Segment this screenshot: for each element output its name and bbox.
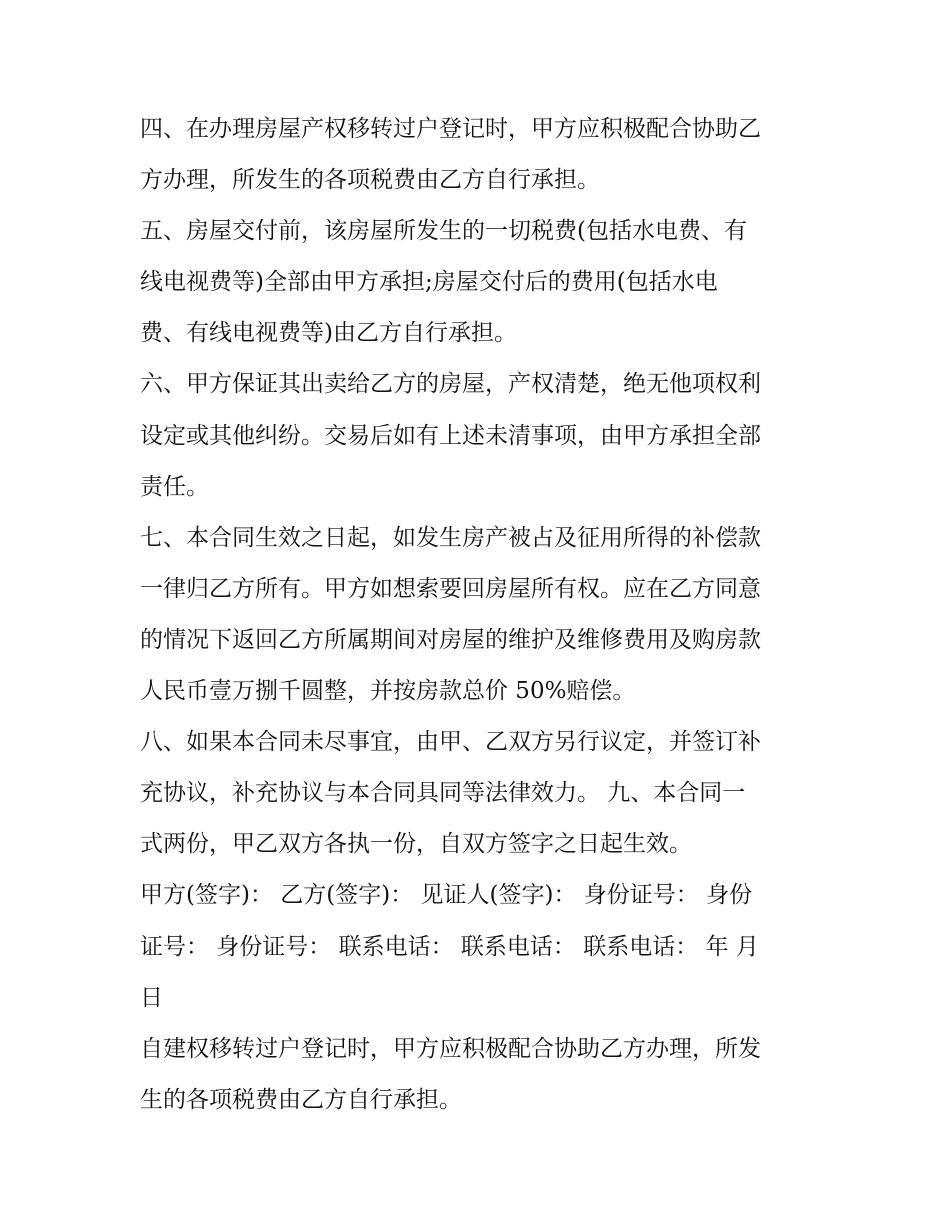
text-line: 充协议，补充协议与本合同具同等法律效力。 九、本合同一: [140, 780, 746, 807]
text-line: 四、在办理房屋产权移转过户登记时，甲方应积极配合协助乙: [140, 116, 761, 142]
text-line: 费、有线电视费等)由乙方自行承担。: [140, 320, 517, 347]
text-line: 人民币壹万捌千圆整，并按房款总价 50%赔偿。: [140, 678, 636, 705]
text-line: 责任。: [140, 473, 209, 500]
text-line: 式两份，甲乙双方各执一份，自双方签字之日起生效。: [140, 831, 692, 858]
text-line: 生的各项税费由乙方自行承担。: [140, 1086, 462, 1113]
text-line: 线电视费等)全部由甲方承担;房屋交付后的费用(包括水电: [140, 269, 718, 296]
text-line: 六、甲方保证其出卖给乙方的房屋，产权清楚，绝无他项权利: [140, 371, 761, 398]
document-body: [140, 104, 815, 1126]
text-line: 八、如果本合同未尽事宜，由甲、乙双方另行议定，并签订补: [140, 729, 761, 756]
text-line: 自建权移转过户登记时，甲方应积极配合协助乙方办理，所发: [140, 1035, 761, 1062]
text-line: 的情况下返回乙方所属期间对房屋的维护及维修费用及购房款: [140, 626, 761, 653]
text-line: 七、本合同生效之日起，如发生房产被占及征用所得的补偿款: [140, 524, 761, 551]
text-line: 五、房屋交付前，该房屋所发生的一切税费(包括水电费、有: [140, 218, 747, 245]
text-line: 日: [140, 984, 163, 1011]
text-line: 一律归乙方所有。甲方如想索要回房屋所有权。应在乙方同意: [140, 575, 761, 602]
text-line: 甲方(签字)： 乙方(签字)： 见证人(签字)： 身份证号： 身份: [140, 882, 753, 909]
text-line: 设定或其他纠纷。交易后如有上述未清事项，由甲方承担全部: [140, 422, 761, 449]
text-line: 证号： 身份证号： 联系电话： 联系电话： 联系电话： 年 月: [140, 933, 759, 960]
text-line: 方办理，所发生的各项税费由乙方自行承担。: [140, 167, 600, 194]
